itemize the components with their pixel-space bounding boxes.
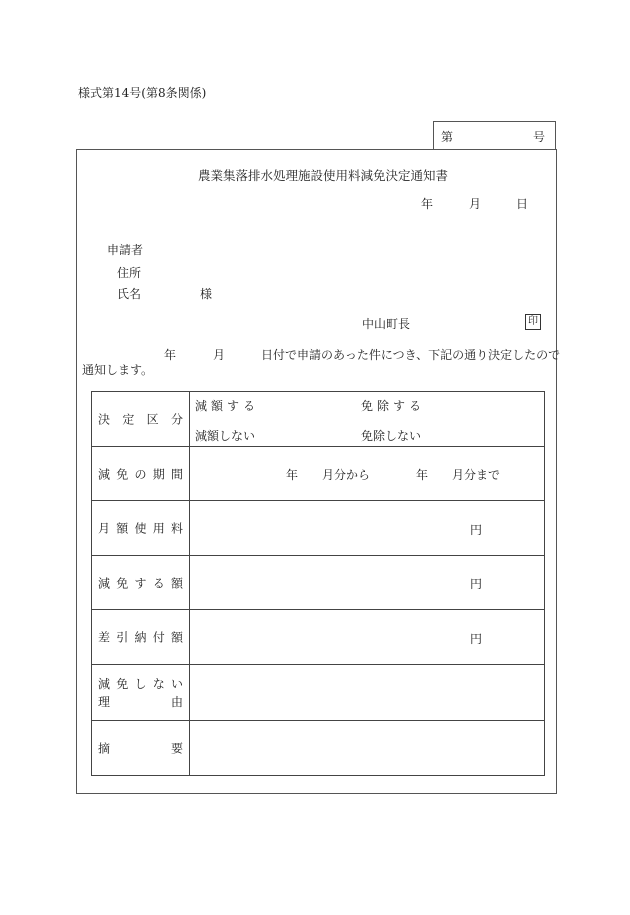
label-char: 区 [146, 412, 159, 427]
label-char: 期 [152, 467, 165, 481]
table-row-period [92, 447, 545, 501]
period-value [190, 447, 545, 501]
yen-unit: 円 [470, 632, 483, 646]
label-char: 減 [98, 677, 111, 691]
net-payment-value [190, 610, 545, 665]
body-year: 年 [164, 348, 177, 362]
seal-mark: 印 [525, 314, 541, 330]
body-month: 月 [213, 348, 226, 362]
number-suffix: 号 [532, 130, 545, 144]
date-month: 月 [469, 197, 482, 211]
label-char: 差 [98, 630, 111, 645]
label-period [92, 447, 190, 501]
table-row-reduction-amount [92, 556, 545, 610]
honorific: 様 [200, 287, 213, 301]
label-char: 減 [98, 576, 111, 590]
form-number-label: 様式第14号(第8条関係) [78, 86, 207, 100]
document-title: 農業集落排水処理施設使用料減免決定通知書 [198, 168, 449, 183]
option-no-exempt: 免除しない [361, 429, 422, 443]
document-number-box [433, 121, 556, 149]
label-char: 付 [152, 630, 165, 645]
table-row-decision [92, 392, 545, 447]
label-char: 月 [98, 521, 111, 536]
label-char: の [134, 467, 147, 481]
label-char: 分 [170, 412, 183, 427]
table-row-remarks [92, 721, 545, 776]
monthly-fee-value [190, 501, 545, 556]
label-char: 免 [116, 677, 129, 691]
body-text-line2: 通知します。 [82, 363, 154, 377]
label-char: 額 [170, 576, 183, 590]
label-char: 免 [116, 467, 129, 481]
period-year-to: 年 [416, 468, 429, 482]
label-char: 定 [122, 412, 135, 427]
yen-unit: 円 [470, 523, 483, 537]
label-reduction-amount [92, 556, 190, 610]
applicant-heading: 申請者 [107, 243, 144, 257]
table-row-monthly-fee [92, 501, 545, 556]
label-char: な [152, 677, 165, 691]
label-char: 料 [170, 521, 183, 536]
label-decision [92, 392, 190, 447]
label-char: 要 [170, 741, 183, 756]
date-day: 日 [516, 197, 529, 211]
label-char: す [134, 576, 147, 590]
date-year: 年 [421, 197, 434, 211]
label-char: い [170, 677, 183, 691]
table-row-net-payment [92, 610, 545, 665]
label-char: し [134, 677, 147, 691]
label-char: 額 [170, 630, 183, 645]
decision-options [190, 392, 545, 447]
label-char: 納 [134, 630, 147, 645]
label-char: 理 [98, 695, 111, 709]
label-monthly-fee [92, 501, 190, 556]
label-char: 間 [170, 467, 183, 481]
address-label: 住所 [117, 266, 142, 280]
option-reduce: 減額する [195, 399, 260, 413]
label-char: 引 [116, 630, 129, 645]
label-net-payment [92, 610, 190, 665]
body-text-line1: 日付で申請のあった件につき、下記の通り決定したので [261, 348, 561, 362]
option-exempt: 免除する [361, 399, 426, 413]
label-char: 免 [116, 576, 129, 590]
decision-table [91, 391, 545, 776]
label-no-reduction-reason [92, 665, 190, 721]
label-char: 由 [170, 695, 183, 709]
period-from: 月分から [322, 468, 371, 482]
number-prefix: 第 [441, 130, 454, 144]
period-year-from: 年 [286, 468, 299, 482]
label-char: 摘 [98, 741, 111, 756]
reduction-amount-value [190, 556, 545, 610]
remarks-value [190, 721, 545, 776]
label-char: 減 [98, 467, 111, 481]
no-reduction-reason-value [190, 665, 545, 721]
label-char: 額 [116, 521, 129, 536]
option-no-reduce: 減額しない [195, 429, 256, 443]
label-char: 決 [98, 412, 111, 427]
label-char: る [152, 576, 165, 590]
label-char: 使 [134, 521, 147, 536]
label-remarks [92, 721, 190, 776]
label-char: 用 [152, 521, 165, 536]
yen-unit: 円 [470, 577, 483, 591]
name-label: 氏名 [117, 287, 142, 301]
issuer-title: 中山町長 [362, 317, 411, 331]
period-to: 月分まで [452, 468, 501, 482]
table-row-no-reduction-reason [92, 665, 545, 721]
